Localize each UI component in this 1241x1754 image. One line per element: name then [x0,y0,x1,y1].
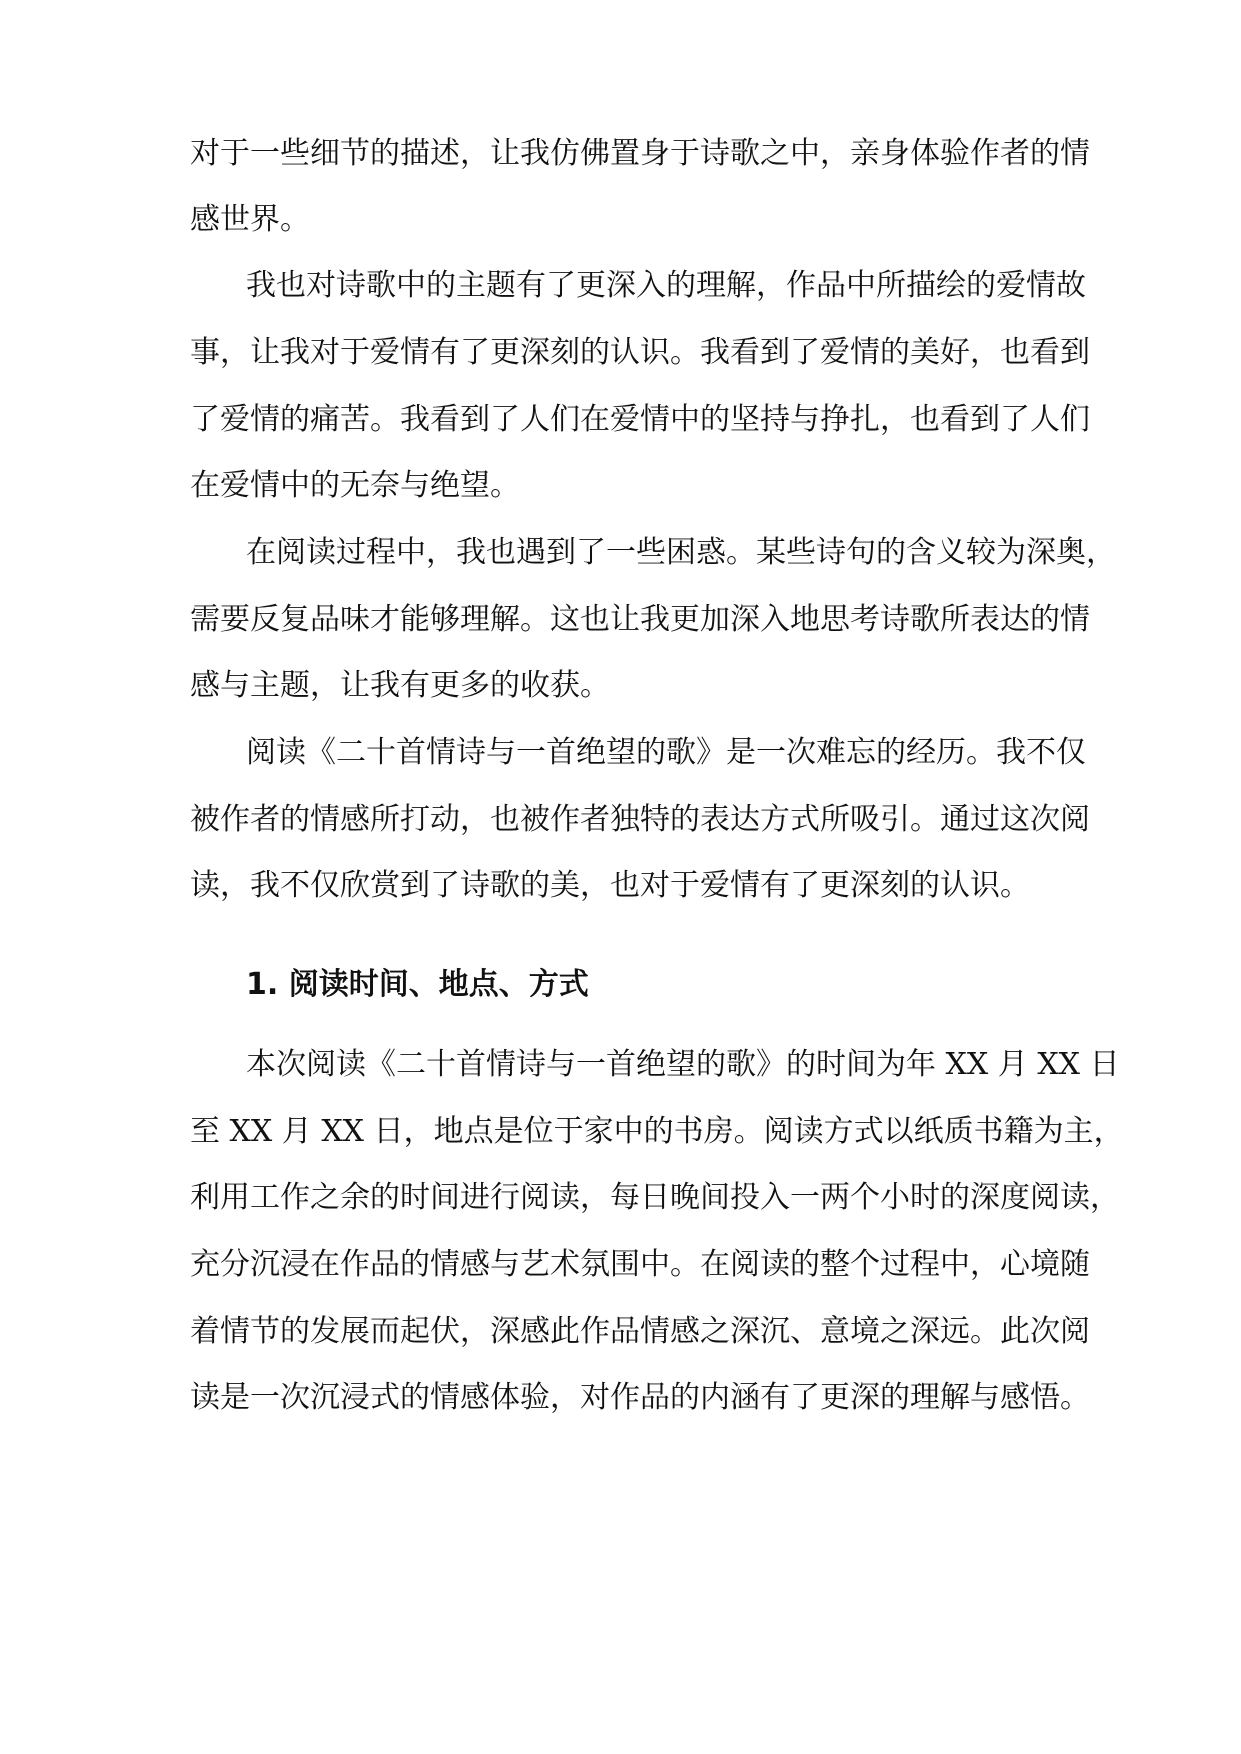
body-text-line: 感世界。 [190,202,310,237]
body-text-line: 对于一些细节的描述，让我仿佛置身于诗歌之中，亲身体验作者的情 [190,136,1090,171]
body-text-line: 读，我不仅欣赏到了诗歌的美，也对于爱情有了更深刻的认识。 [190,868,1030,903]
body-text-line: 在爱情中的无奈与绝望。 [190,468,520,503]
body-text-line: 读是一次沉浸式的情感体验，对作品的内涵有了更深的理解与感悟。 [190,1380,1090,1415]
body-text-line: 被作者的情感所打动，也被作者独特的表达方式所吸引。通过这次阅 [190,802,1090,837]
body-text-line: 阅读《二十首情诗与一首绝望的歌》是一次难忘的经历。我不仅 [246,735,1086,770]
body-text-line: 感与主题，让我有更多的收获。 [190,668,610,703]
body-text-line: 我也对诗歌中的主题有了更深入的理解，作品中所描绘的爱情故 [246,268,1086,303]
body-text-line: 事，让我对于爱情有了更深刻的认识。我看到了爱情的美好，也看到 [190,335,1090,370]
section-heading: 1. 阅读时间、地点、方式 [246,967,589,1002]
body-text-line: 了爱情的痛苦。我看到了人们在爱情中的坚持与挣扎，也看到了人们 [190,402,1090,437]
body-text-line: 着情节的发展而起伏，深感此作品情感之深沉、意境之深远。此次阅 [190,1314,1090,1349]
body-text-line: 充分沉浸在作品的情感与艺术氛围中。在阅读的整个过程中，心境随 [190,1247,1090,1282]
body-text-line: 本次阅读《二十首情诗与一首绝望的歌》的时间为年 XX 月 XX 日 [246,1047,1120,1082]
body-text-line: 在阅读过程中，我也遇到了一些困惑。某些诗句的含义较为深奥， [246,535,1116,570]
body-text-line: 需要反复品味才能够理解。这也让我更加深入地思考诗歌所表达的情 [190,602,1090,637]
body-text-line: 利用工作之余的时间进行阅读，每日晚间投入一两个小时的深度阅读， [190,1180,1120,1215]
body-text-line: 至 XX 月 XX 日，地点是位于家中的书房。阅读方式以纸质书籍为主， [190,1114,1124,1149]
